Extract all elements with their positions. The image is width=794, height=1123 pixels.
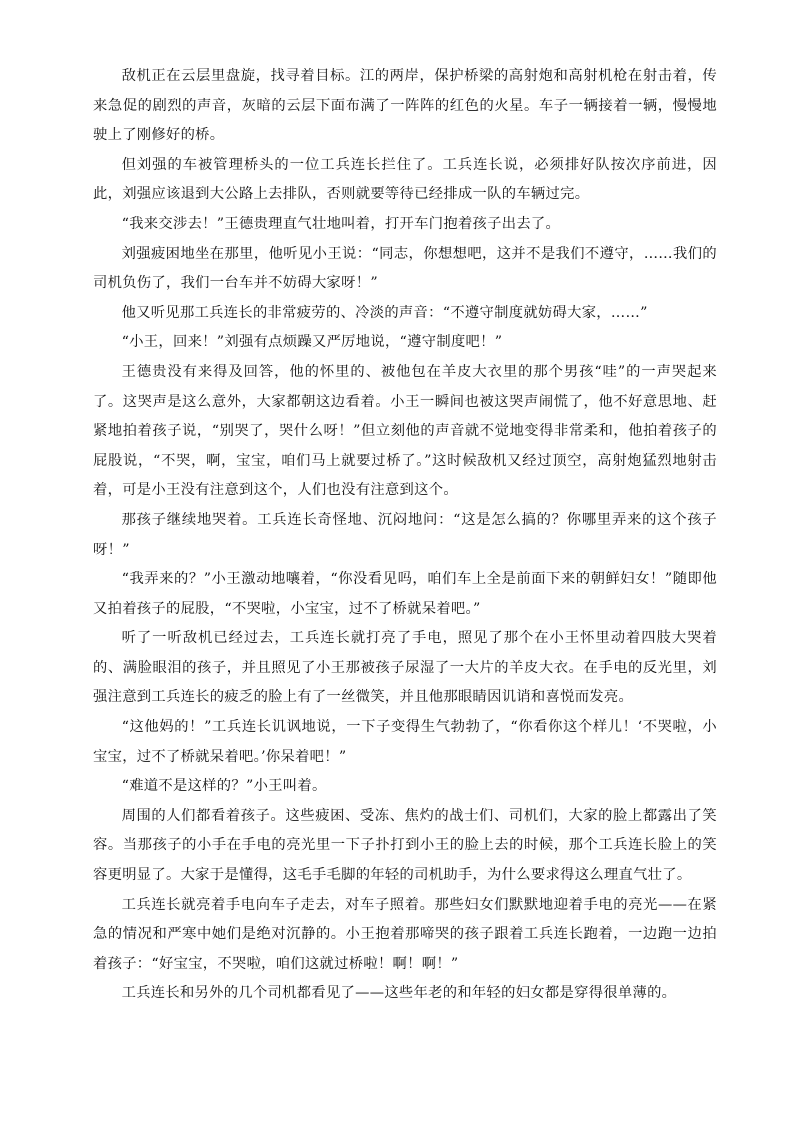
paragraph: 敌机正在云层里盘旋，找寻着目标。江的两岸，保护桥梁的高射炮和高射机枪在射击着，传来急促的剧烈的声音，灰暗的云层下面布满了一阵阵的红色的火星。车子一辆接着一辆，慢慢地驶上了刚修好的桥。 [93,68,717,144]
paragraph: “难道不是这样的？”小王叫着。 [121,778,327,795]
paragraph: “我来交涉去！”王德贵理直气壮地叫着，打开车门抱着孩子出去了。 [121,215,561,232]
paragraph: 周围的人们都看着孩子。这些疲困、受冻、焦灼的战士们、司机们，大家的脸上都露出了笑容。当那孩子的小手在手电的亮光里一下子扑打到小王的脸上去的时候，那个工兵连长脸上的笑容更明显了。大家于是懂得，这毛手毛脚的年轻的司机助手，为什么要求得这么理直气壮了。 [93,807,717,884]
paragraph: “小王，回来！”刘强有点烦躁又严厉地说，“遵守制度吧！” [121,334,503,351]
paragraph: 但刘强的车被管理桥头的一位工兵连长拦住了。工兵连长说，必须排好队按次序前进，因此，刘强应该退到大公路上去排队，否则就要等待已经排成一队的车辆过完。 [93,156,717,203]
document-page [93,62,717,1009]
paragraph: 王德贵没有来得及回答，他的怀里的、被他包在羊皮大衣里的那个男孩“哇”的一声哭起来了。这哭声是这么意外，大家都朝这边看着。小王一瞬间也被这哭声闹慌了，他不好意思地、赶紧地拍着孩子说，“别哭了，哭什么呀！”但立刻他的声音就不觉地变得非常柔和，他拍着孩子的屁股说，“不哭，啊，宝宝，咱们马上就要过桥了。”这时候敌机又经过顶空，高射炮猛烈地射击着，可是小王没有注意到这个，人们也没有注意到这个。 [93,363,717,499]
paragraph: “我弄来的？”小王激动地嚷着，“你没看见吗，咱们车上全是前面下来的朝鲜妇女！”随即他又拍着孩子的屁股，“不哭啦，小宝宝，过不了桥就呆着吧。” [93,571,717,617]
paragraph: “这他妈的！”工兵连长讥讽地说，一下子变得生气勃勃了，“你看你这个样儿！‘不哭啦，小宝宝，过不了桥就呆着吧。’你呆着吧！” [93,719,717,765]
paragraph: 刘强疲困地坐在那里，他听见小王说：“同志，你想想吧，这并不是我们不遵守，……我们的司机负伤了，我们一台车并不妨碍大家呀！” [93,245,717,292]
paragraph: 听了一听敌机已经过去，工兵连长就打亮了手电，照见了那个在小王怀里动着四肢大哭着的、满脸眼泪的孩子，并且照见了小王那被孩子尿湿了一大片的羊皮大衣。在手电的反光里，刘强注意到工兵连长的疲乏的脸上有了一丝微笑，并且他那眼睛因讥诮和喜悦而发亮。 [93,630,717,706]
paragraph: 那孩子继续地哭着。工兵连长奇怪地、沉闷地问：“这是怎么搞的？你哪里弄来的这个孩子呀！” [93,511,717,558]
paragraph: 工兵连长就亮着手电向车子走去，对车子照着。那些妇女们默默地迎着手电的亮光——在紧急的情况和严寒中她们是绝对沉静的。小王抱着那啼哭的孩子跟着工兵连长跑着，一边跑一边拍着孩子：“好宝宝，不哭啦，咱们这就过桥啦！啊！啊！” [93,896,717,972]
paragraph: 他又听见那工兵连长的非常疲劳的、冷淡的声音：“不遵守制度就妨碍大家，……” [121,304,648,321]
paragraph: 工兵连长和另外的几个司机都看见了——这些年老的和年轻的妇女都是穿得很单薄的。 [121,985,677,1002]
